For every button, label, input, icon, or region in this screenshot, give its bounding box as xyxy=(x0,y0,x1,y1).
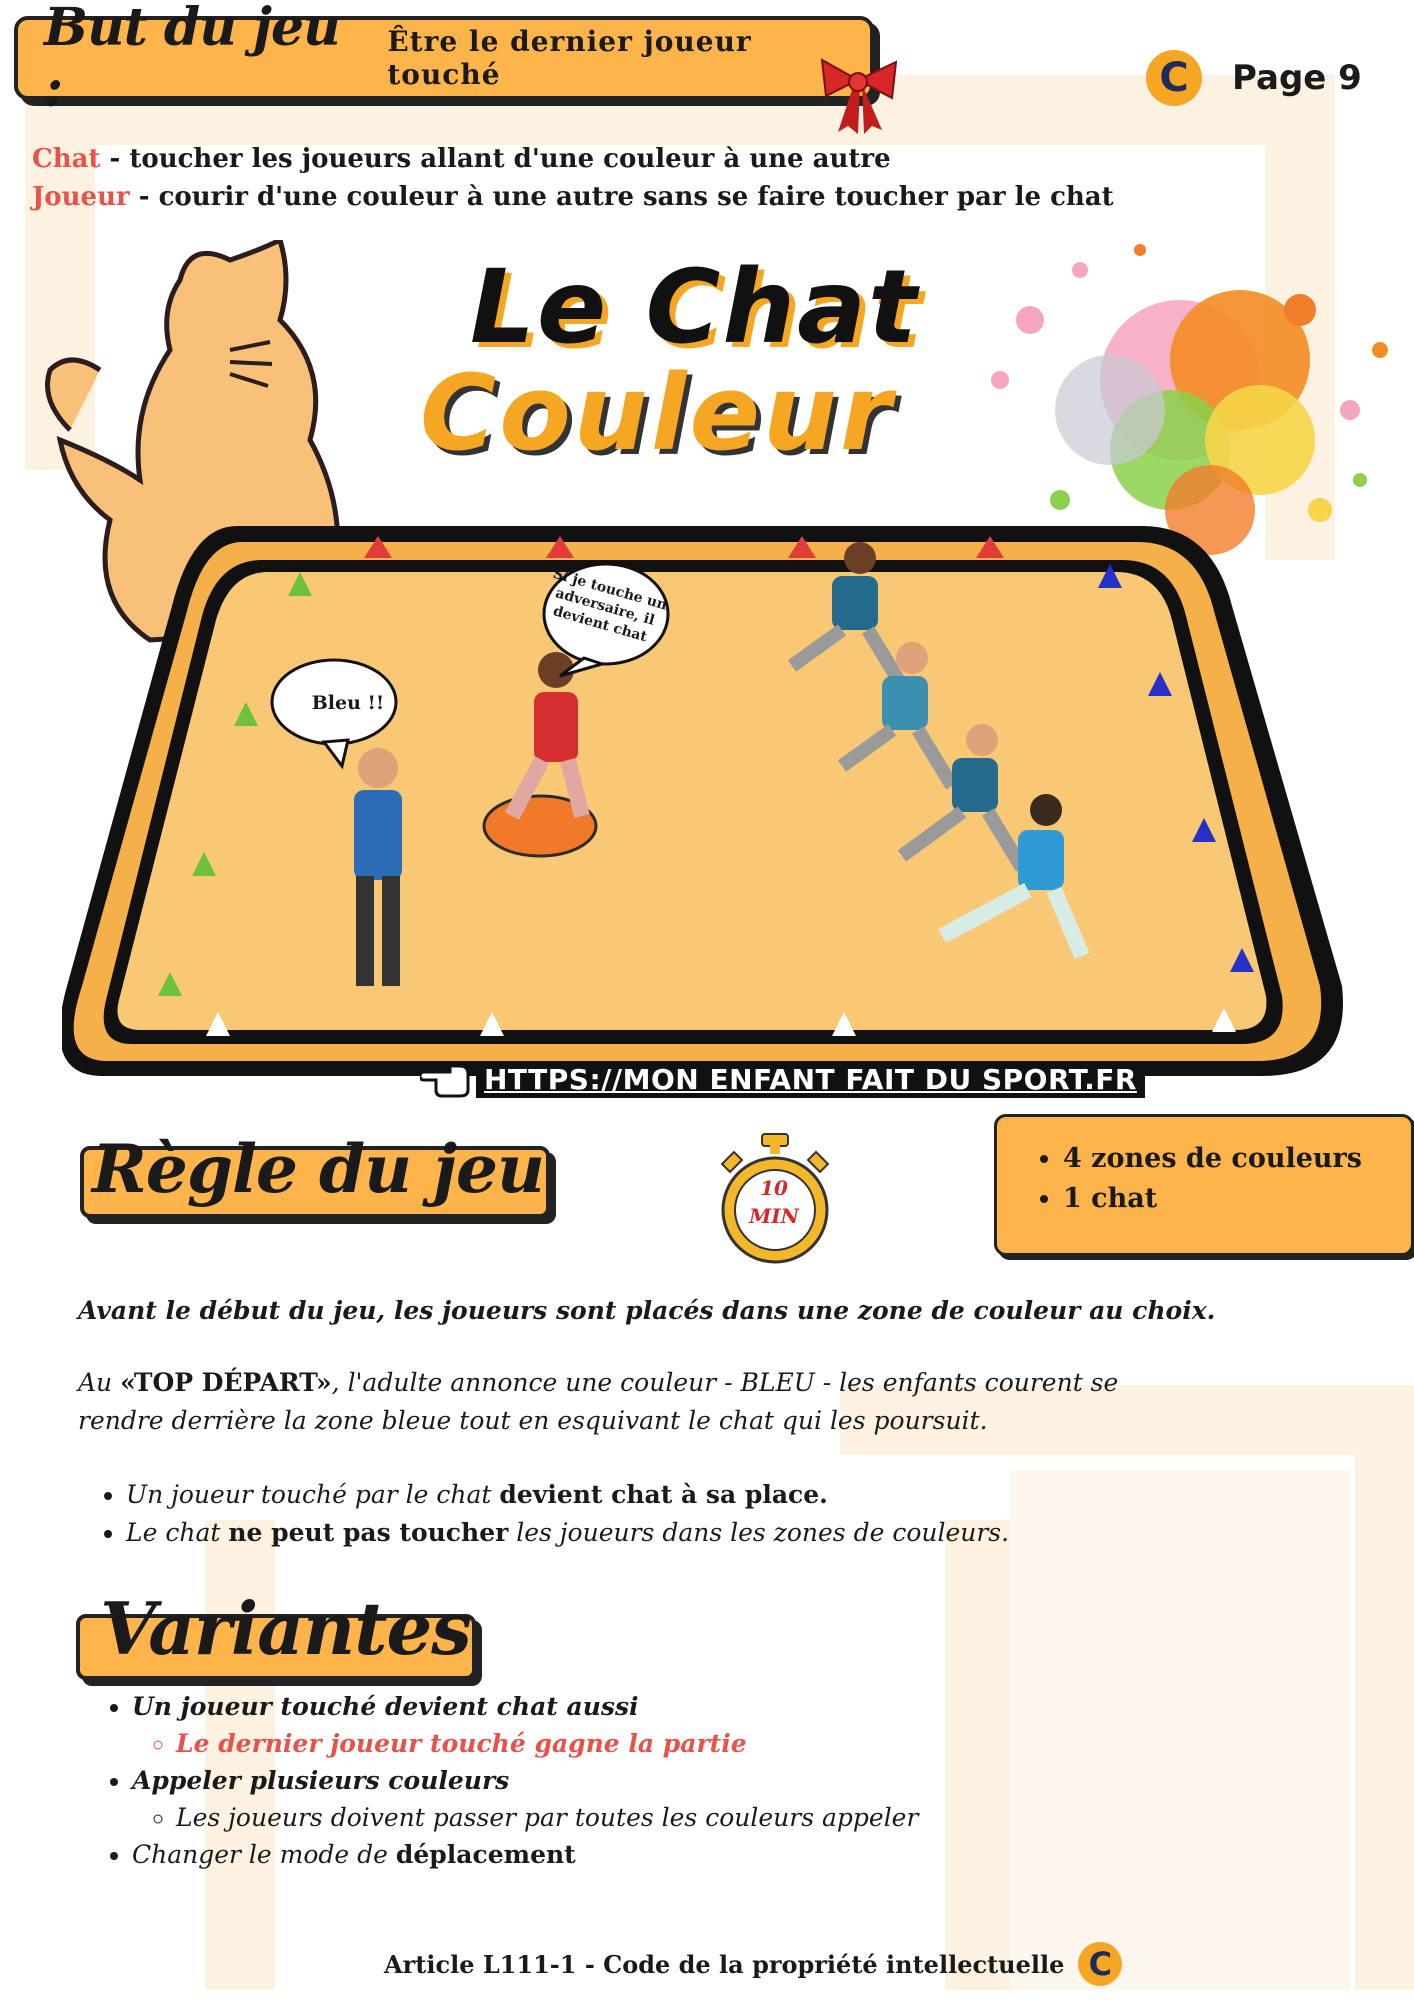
logo-icon: C xyxy=(1146,50,1202,106)
pointing-hand-icon xyxy=(420,1058,476,1100)
role-chat-label: Chat xyxy=(32,144,101,174)
role-joueur-text: - courir d'une couleur à une autre sans se faire toucher par le chat xyxy=(129,182,1114,212)
timer-value: 10 xyxy=(760,1176,788,1200)
rules-title: Règle du jeu xyxy=(92,1130,544,1208)
rules-bullets xyxy=(78,1476,1318,1552)
role-chat-text: - toucher les joueurs allant d'une couleur à une autre xyxy=(100,144,891,174)
variant-subitem: ◦ Les joueurs doivent passer par toutes les couleurs appeler xyxy=(176,1799,918,1836)
page-number: Page 9 xyxy=(1232,58,1362,98)
materials-item: • 4 zones de couleurs xyxy=(1063,1139,1411,1179)
goal-text: Être le dernier joueur touché xyxy=(387,25,752,91)
speech-bubble-right-text: Si je touche un adversaire, il devient chat xyxy=(551,565,669,646)
rules-bullet: • Le chat ne peut pas toucher les joueurs dans les zones de couleurs. xyxy=(126,1514,1318,1552)
role-chat xyxy=(32,140,1114,178)
footer-logo-icon: C xyxy=(1078,1942,1122,1986)
variants-title: Variantes xyxy=(100,1586,471,1671)
materials-box xyxy=(994,1114,1414,1256)
website-link[interactable]: HTTPS://MON ENFANT FAIT DU SPORT.FR xyxy=(476,1061,1145,1098)
rules-top-depart: «TOP DÉPART» xyxy=(120,1368,332,1397)
game-title-line2: Couleur xyxy=(420,352,895,474)
goal-banner xyxy=(14,0,874,119)
rules-intro: Avant le début du jeu, les joueurs sont placés dans une zone de couleur au choix. xyxy=(78,1296,1216,1325)
rules-para-rest: , l'adulte annonce une couleur - BLEU - les enfants courent se rendre derrière la zone bleue tout en esquivant le chat qui les poursuit. xyxy=(78,1368,1119,1435)
variant-item: • Appeler plusieurs couleurs ◦ Les joueurs doivent passer par toutes les couleurs appeler xyxy=(132,1762,918,1836)
variant-subitem: ◦ Le dernier joueur touché gagne la partie xyxy=(176,1725,918,1762)
materials-item: • 1 chat xyxy=(1063,1179,1411,1219)
rules-para-prefix: Au xyxy=(78,1368,121,1397)
roles-description xyxy=(32,140,1114,216)
game-title-line1: Le Chat xyxy=(470,248,919,367)
timer-unit: MIN xyxy=(749,1204,799,1228)
goal-title: But du jeu : xyxy=(44,0,340,119)
materials-list xyxy=(1033,1139,1411,1219)
role-joueur-label: Joueur xyxy=(32,182,130,212)
rules-paragraph xyxy=(78,1364,1178,1440)
variant-item: • Changer le mode de déplacement xyxy=(132,1836,918,1873)
footer xyxy=(384,1942,1122,1986)
footer-text: Article L111-1 - Code de la propriété intellectuelle xyxy=(384,1949,1065,1979)
variant-item: • Un joueur touché devient chat aussi ◦ Le dernier joueur touché gagne la partie xyxy=(132,1688,918,1762)
rules-bullet: • Un joueur touché par le chat devient chat à sa place. xyxy=(126,1476,1318,1514)
website-link-bar[interactable] xyxy=(420,1058,1145,1100)
variants-list xyxy=(84,1688,918,1873)
brand-logo xyxy=(1146,50,1202,106)
speech-bubble-left-text: Bleu !! xyxy=(311,692,385,714)
ribbon-bow-icon xyxy=(812,46,904,136)
playing-field-illustration xyxy=(62,516,1352,1086)
